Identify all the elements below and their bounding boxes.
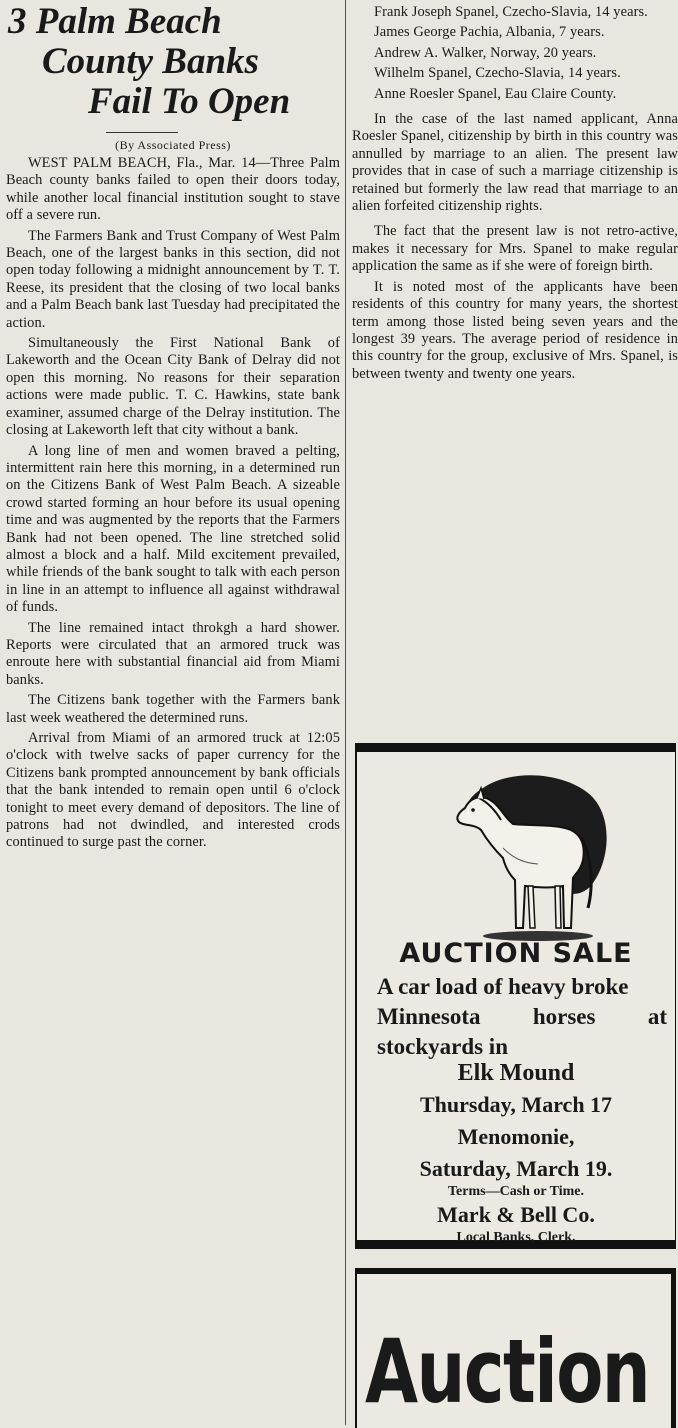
citizenship-paragraph: The fact that the present law is not retro-active, makes it necessary for Mrs. Spanel to make regular application the same as if she were of foreign birth. [352,223,678,275]
auction-sale-ad [355,743,676,1249]
horse-illustration [443,768,613,944]
applicant-entry: Anne Roesler Spanel, Eau Claire County. [374,85,617,102]
applicant-entry: James George Pachia, Albania, 7 years. [374,24,605,41]
ad-place-1: Elk Mound [457,1060,575,1086]
ad-word-horses: horses [532,1004,596,1029]
byline: (By Associated Press) [115,138,231,152]
auction-ad [355,1268,676,1428]
ad-terms: Terms—Cash or Time. [448,1184,584,1199]
ad-line-1: A car load of heavy broke [377,974,629,999]
headline [6,2,340,122]
headline-line-2: County Banks [42,41,259,82]
article-paragraph: The Farmers Bank and Trust Company of West Palm Beach, one of the largest banks in this section, did not open today following a midnight announcement by T. T. Reese, its president that the closing of two local banks and a Palm Beach bank last Tuesday had precipitated the action. [6,227,340,331]
applicant-entry: Wilhelm Spanel, Czecho-Slavia, 14 years. [374,65,621,82]
article-paragraph: A long line of men and women braved a pelting, intermittent rain here this morning, in a determined run on the Citizens Bank of West Palm Beach. A sizeable crowd started forming an hour before its usual opening time and was augmented by the reports that the Farmers Bank had not been opened. The line stretched solid almost a block and a half. Mild excitement prevailed, while friends of the bank sought to talk with each person in line in an attempt to influence all against withdrawal of funds. [6,442,340,616]
citizenship-column [352,0,678,1423]
ad-word-minnesota: Minnesota [377,1004,481,1029]
ad-line-3: stockyards in [377,1034,508,1059]
ad-line-2 [377,1002,667,1032]
headline-line-3: Fail To Open [88,81,291,122]
ad-date-2: Saturday, March 19. [419,1156,613,1181]
article-paragraph: WEST PALM BEACH, Fla., Mar. 14—Three Palm Beach county banks failed to open their doors today, while another local financial institution sought to stave off a severe run. [6,155,340,224]
article-paragraph: Arrival from Miami of an armored truck at 12:05 o'clock with twelve sacks of paper currency for the Citizens bank prompted announcement by bank officials that the bank intended to remain open until 6 o'clock tonight to meet every demand of depositors. The line of patrons had not dwindled, and interested crods continued to surge past the corner. [6,730,340,851]
ad-seller: Mark & Bell Co. [437,1202,595,1227]
applicant-entry: Andrew A. Walker, Norway, 20 years. [374,44,597,61]
column-rule [345,0,346,1425]
ad-date-1: Thursday, March 17 [419,1092,613,1117]
auction-word: Auction [365,1320,650,1423]
auction-sale-title: AUCTION SALE [399,938,633,969]
headline-line-1: 3 Palm Beach [8,1,222,42]
citizenship-paragraph: It is noted most of the applicants have been residents of this country for many years, the shortest term among those listed being seven years and the longest 39 years. The average period of residence in this country for the group, exclusive of Mrs. Spanel, is between twenty and twenty one years. [352,278,678,382]
article-paragraph: Simultaneously the First National Bank of Lakeworth and the Ocean City Bank of Delray did not open this morning. No reasons for their separation actions were made public. T. C. Hawkins, state bank examiner, assumed charge of the Delray institution. The closing at Lakeworth left that city without a bank. [6,335,340,439]
headline-divider [106,132,178,133]
ad-clerk: Local Banks, Clerk. [456,1230,576,1245]
article-column [6,0,340,852]
applicant-entry: Frank Joseph Spanel, Czecho-Slavia, 14 years. [374,4,648,20]
article-paragraph: The line remained intact throkgh a hard shower. Reports were circulated that an armored truck was enroute here with substantial financial aid from Miami banks. [6,619,340,688]
ad-place-2: Menomonie, [457,1124,575,1149]
article-paragraph: The Citizens bank together with the Farmers bank last week weathered the determined runs. [6,692,340,726]
ad-word-at: at [647,1004,667,1029]
citizenship-paragraph: In the case of the last named applicant, Anna Roesler Spanel, citizenship by birth in this country was annulled by marriage to an alien. The present law provides that in case of such a marriage citizenship is retained but formerly the law read that marriage to an alien forfeited citizenship rights. [352,111,678,215]
